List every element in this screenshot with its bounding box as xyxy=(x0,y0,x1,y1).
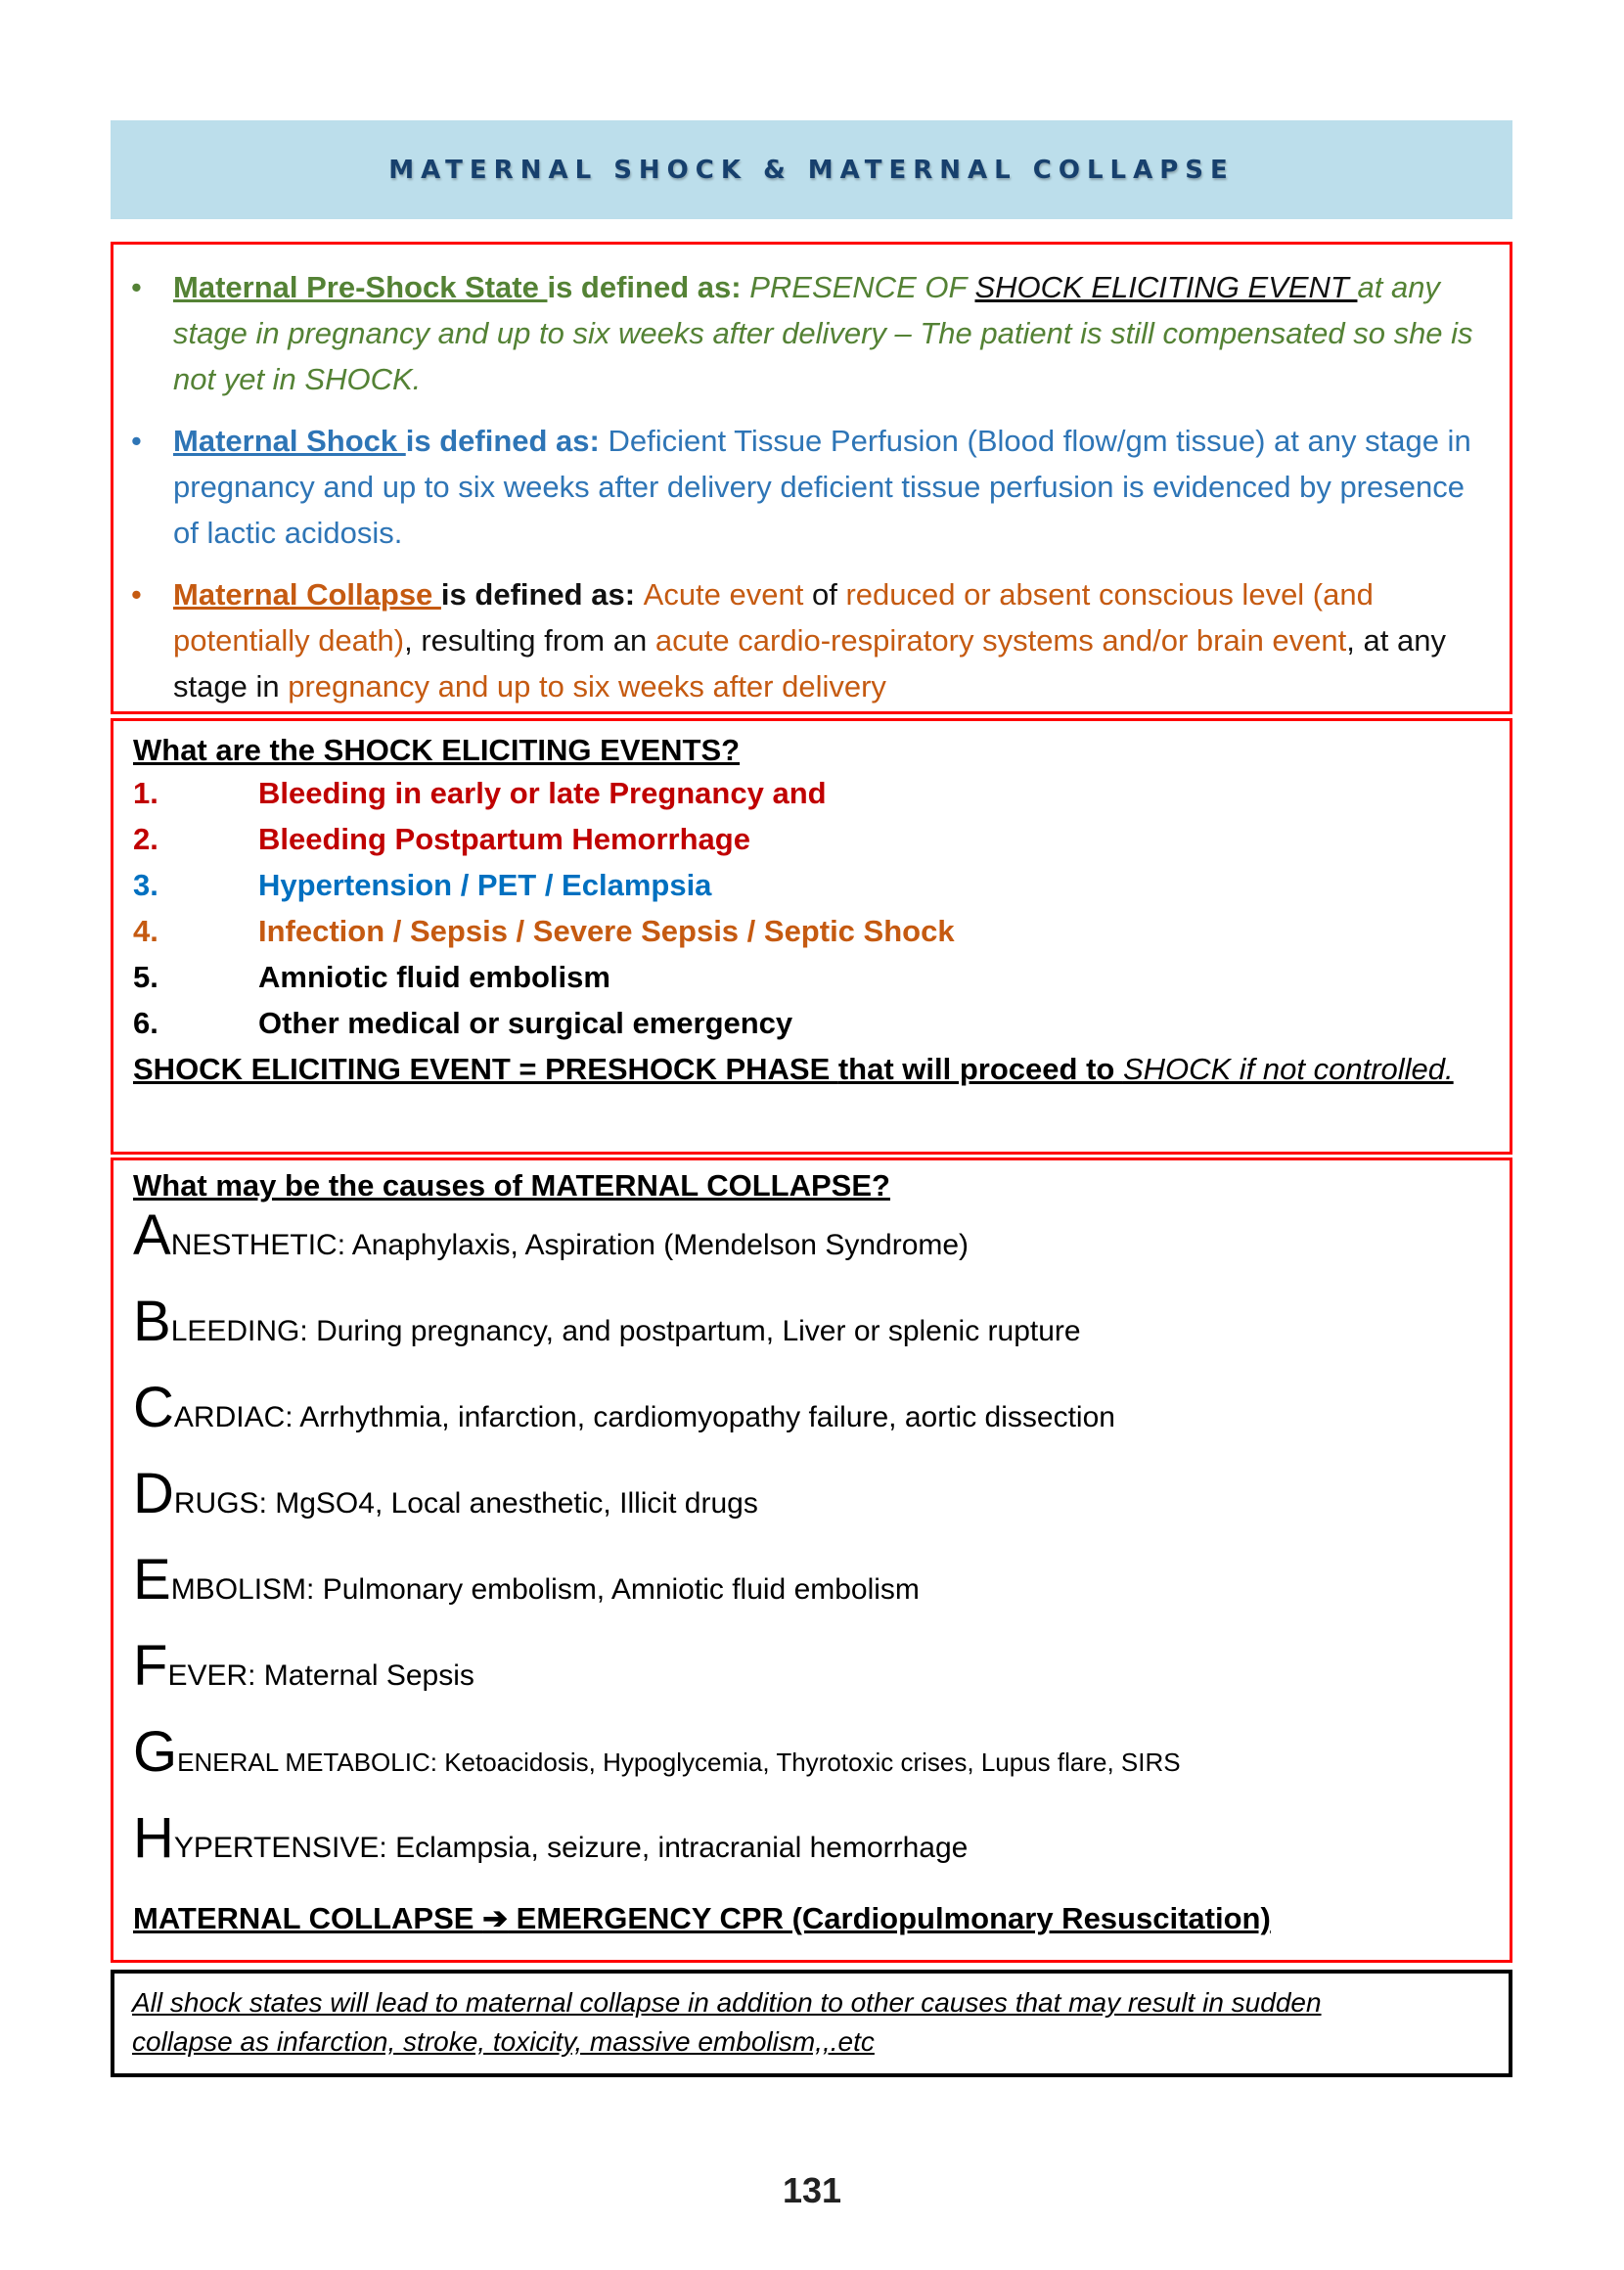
cause-item-fever xyxy=(133,1634,474,1698)
event-label: Other medical or surgical emergency xyxy=(258,1006,793,1040)
event-number: 4. xyxy=(133,914,158,948)
cause-desc: : During pregnancy, and postpartum, Liver or splenic rupture xyxy=(299,1315,1081,1347)
definition-shock xyxy=(131,418,1491,556)
definition-preshock xyxy=(131,264,1491,402)
cause-heading: MBOLISM xyxy=(170,1573,307,1606)
cause-item-embolism xyxy=(133,1548,920,1612)
cause-item-hypertensive xyxy=(133,1806,969,1870)
cause-desc: : Pulmonary embolism, Amniotic fluid embolism xyxy=(306,1573,920,1606)
cause-letter: A xyxy=(133,1203,171,1267)
collapse-cpr-statement xyxy=(133,1901,1271,1936)
defined-as-label: is defined as: xyxy=(547,270,750,304)
event-label: Amniotic fluid embolism xyxy=(258,960,610,994)
note-box xyxy=(111,1970,1512,2077)
cause-desc: : Anaphylaxis, Aspiration (Mendelson Syndrome) xyxy=(337,1229,970,1261)
definition-text: at any stage in pregnancy and up to six weeks after delivery – The patient is still compensated so she is not yet in SHOCK. xyxy=(173,270,1473,396)
cause-letter: F xyxy=(133,1634,168,1698)
bullet-icon: • xyxy=(131,424,142,458)
definition-text: PRESENCE OF xyxy=(749,270,975,304)
collapse-causes-box xyxy=(111,1158,1512,1963)
term-preshock: Maternal Pre-Shock State xyxy=(173,270,548,304)
cause-desc: : Eclampsia, seizure, intracranial hemorrhage xyxy=(379,1832,969,1864)
cause-heading: NESTHETIC xyxy=(170,1229,338,1261)
event-item xyxy=(133,862,711,908)
event-item xyxy=(133,954,610,1000)
cause-desc: : MgSO4, Local anesthetic, Illicit drugs xyxy=(258,1487,758,1520)
definition-text: acute cardio-respiratory systems and/or brain event xyxy=(654,623,1347,658)
cause-letter: C xyxy=(133,1376,174,1439)
event-item xyxy=(133,908,955,954)
cause-heading: YPERTENSIVE xyxy=(173,1832,380,1864)
defined-as-label: is defined as: xyxy=(405,424,609,458)
event-number: 5. xyxy=(133,960,158,994)
definitions-box xyxy=(111,242,1512,714)
cause-item-drugs xyxy=(133,1462,758,1525)
definition-text: of xyxy=(803,577,846,612)
cause-item-general-metabolic xyxy=(133,1720,1181,1784)
event-item xyxy=(133,1000,792,1046)
term-collapse: Maternal Collapse xyxy=(173,577,441,612)
cause-letter: E xyxy=(133,1548,171,1612)
note-line-1: All shock states will lead to maternal collapse in addition to other causes that may result in sudden xyxy=(132,1987,1322,2018)
shock-events-summary xyxy=(133,1046,1483,1092)
summary-italic: SHOCK if not controlled. xyxy=(1122,1052,1454,1086)
note-line-2: collapse as infarction, stroke, toxicity, massive embolism,,.etc xyxy=(132,2026,875,2057)
cpr-left: MATERNAL COLLAPSE xyxy=(133,1901,483,1935)
shock-events-box xyxy=(111,718,1512,1155)
summary-text: that will proceed to xyxy=(837,1052,1123,1086)
event-number: 2. xyxy=(133,822,158,856)
cause-heading: ENERAL METABOLIC xyxy=(177,1748,430,1777)
cause-letter: G xyxy=(133,1720,178,1784)
cause-heading: ARDIAC xyxy=(173,1401,286,1433)
cause-desc: : Arrhythmia, infarction, cardiomyopathy failure, aortic dissection xyxy=(285,1401,1115,1433)
definition-text: reduced or absent conscious level (and potentially death) xyxy=(173,577,1374,658)
event-number: 3. xyxy=(133,868,158,902)
cause-letter: D xyxy=(133,1462,174,1525)
definition-text: pregnancy and up to six weeks after delivery xyxy=(288,669,886,704)
bullet-icon: • xyxy=(131,577,142,612)
arrow-right-icon: ➔ xyxy=(482,1901,509,1935)
page-number: 131 xyxy=(782,2170,842,2210)
cpr-right: EMERGENCY CPR (Cardiopulmonary Resuscitation) xyxy=(508,1901,1271,1935)
definition-collapse xyxy=(131,571,1491,709)
cause-item-anesthetic xyxy=(133,1203,970,1267)
page-title: MATERNAL SHOCK & MATERNAL COLLAPSE xyxy=(388,155,1235,185)
cause-letter: H xyxy=(133,1806,174,1870)
definition-text: , resulting from an xyxy=(404,623,655,658)
definition-text: , at any stage in xyxy=(173,623,1446,704)
defined-as-label: is defined as: xyxy=(440,577,644,612)
cause-heading: RUGS xyxy=(173,1487,259,1520)
shock-events-title: What are the SHOCK ELICITING EVENTS? xyxy=(133,733,741,767)
cause-desc: : Ketoacidosis, Hypoglycemia, Thyrotoxic crises, Lupus flare, SIRS xyxy=(429,1748,1181,1777)
event-label: Infection / Sepsis / Severe Sepsis / Septic Shock xyxy=(258,914,955,948)
page-header-banner xyxy=(111,120,1512,219)
cause-letter: B xyxy=(133,1290,171,1353)
event-number: 1. xyxy=(133,776,158,810)
summary-bold: SHOCK ELICITING EVENT = PRESHOCK PHASE xyxy=(133,1052,838,1086)
event-label: Bleeding in early or late Pregnancy and xyxy=(258,776,827,810)
definition-text: Deficient Tissue Perfusion (Blood flow/gm tissue) at any stage in pregnancy and up to six weeks after delivery deficient tissue perfusion is evidenced by presence of lactic acidosis. xyxy=(173,424,1471,550)
cause-item-cardiac xyxy=(133,1376,1115,1439)
cause-item-bleeding xyxy=(133,1290,1081,1353)
term-shock: Maternal Shock xyxy=(173,424,406,458)
event-item xyxy=(133,770,827,816)
event-number: 6. xyxy=(133,1006,158,1040)
cause-desc: : Maternal Sepsis xyxy=(248,1659,474,1692)
collapse-causes-title: What may be the causes of MATERNAL COLLAPSE? xyxy=(133,1168,890,1203)
event-item xyxy=(133,816,750,862)
shock-eliciting-event-link: SHOCK ELICITING EVENT xyxy=(974,270,1358,304)
definition-text: Acute event xyxy=(643,577,804,612)
cause-heading: LEEDING xyxy=(170,1315,300,1347)
cause-heading: EVER xyxy=(167,1659,248,1692)
event-label: Bleeding Postpartum Hemorrhage xyxy=(258,822,750,856)
event-label: Hypertension / PET / Eclampsia xyxy=(258,868,712,902)
bullet-icon: • xyxy=(131,270,142,304)
